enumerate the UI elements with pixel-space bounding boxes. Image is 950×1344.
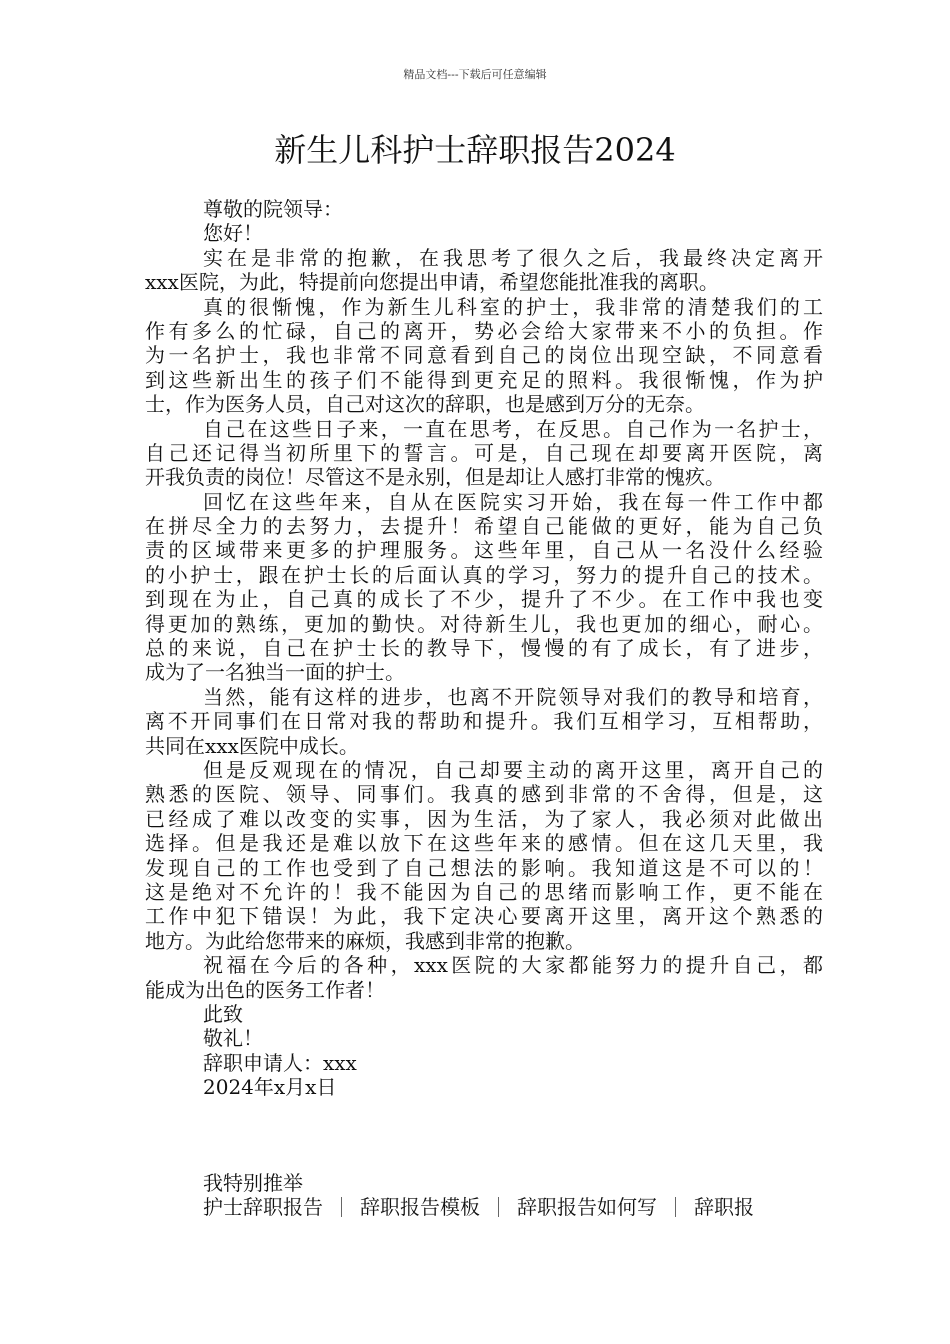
body-line: 但是反观现在的情况，自己却要主动的离开这里，离开自己的: [203, 757, 823, 782]
body-line: 责的区域带来更多的护理服务。这些年里，自己从一名没什么经验: [145, 538, 823, 563]
page-header: 精品文档---下载后可任意编辑: [403, 68, 547, 81]
body-line: 在拼尽全力的去努力，去提升！希望自己能做的更好，能为自己负: [145, 514, 823, 539]
recommend-title: 我特别推举: [203, 1171, 303, 1195]
body-line: 此致: [203, 1001, 243, 1026]
link-separator: [675, 1197, 676, 1217]
body-line: 共同在xxx医院中成长。: [145, 733, 359, 758]
body-line: 真的很惭愧，作为新生儿科室的护士，我非常的清楚我们的工: [203, 294, 823, 319]
body-line: 工作中犯下错误！为此，我下定决心要离开这里，离开这个熟悉的: [145, 904, 823, 929]
body-line: 总的来说，自己在护士长的教导下，慢慢的有了成长，有了进步，: [145, 636, 823, 661]
body-line: 实在是非常的抱歉，在我思考了很久之后，我最终决定离开: [203, 245, 823, 270]
body-line: 您好！: [203, 221, 263, 246]
body-line: 为一名护士，我也非常不同意看到自己的岗位出现空缺，不同意看: [145, 343, 823, 368]
body-line: 尊敬的院领导：: [203, 197, 343, 221]
body-line: 已经成了难以改变的实事，因为生活，为了家人，我必须对此做出: [145, 806, 823, 831]
body-line: 成为了一名独当一面的护士。: [145, 660, 405, 685]
recommend-link[interactable]: 辞职报告模板: [360, 1195, 480, 1219]
body-line: 地方。为此给您带来的麻烦，我感到非常的抱歉。: [145, 928, 585, 953]
link-separator: [341, 1197, 342, 1217]
body-line: 当然，能有这样的进步，也离不开院领导对我们的教导和培育，: [203, 684, 823, 709]
body-line: 自己在这些日子来，一直在思考，在反思。自己作为一名护士，: [203, 416, 823, 441]
recommend-link[interactable]: 辞职报: [694, 1195, 754, 1219]
body-line: 自己还记得当初所里下的誓言。可是，自己现在却要离开医院，离: [145, 440, 823, 465]
body-line: 的小护士，跟在护士长的后面认真的学习，努力的提升自己的技术。: [145, 562, 823, 587]
body-line: 2024年x月x日: [203, 1075, 337, 1100]
body-line: 回忆在这些年来，自从在医院实习开始，我在每一件工作中都: [203, 489, 823, 514]
body-line: 敬礼！: [203, 1026, 263, 1051]
body-line: 作有多么的忙碌，自己的离开，势必会给大家带来不小的负担。作: [145, 318, 823, 343]
recommend-links: [203, 1195, 813, 1219]
document-body: [145, 197, 823, 1099]
body-line: 到现在为止，自己真的成长了不少，提升了不少。在工作中我也变: [145, 587, 823, 612]
recommend-link[interactable]: 辞职报告如何写: [517, 1195, 657, 1219]
document-title: 新生儿科护士辞职报告2024: [274, 131, 676, 169]
body-line: 辞职申请人：xxx: [203, 1050, 357, 1075]
body-line: 祝福在今后的各种，xxx医院的大家都能努力的提升自己，都: [203, 953, 823, 978]
body-line: 这是绝对不允许的！我不能因为自己的思绪而影响工作，更不能在: [145, 879, 823, 904]
body-line: xxx医院，为此，特提前向您提出申请，希望您能批准我的离职。: [145, 270, 719, 295]
body-line: 开我负责的岗位！尽管这不是永别，但是却让人感打非常的愧疚。: [145, 465, 725, 490]
recommend-link[interactable]: 护士辞职报告: [203, 1195, 323, 1219]
body-line: 士，作为医务人员，自己对这次的辞职，也是感到万分的无奈。: [145, 392, 705, 417]
body-line: 离不开同事们在日常对我的帮助和提升。我们互相学习，互相帮助，: [145, 709, 823, 734]
body-line: 选择。但是我还是难以放下在这些年来的感情。但在这几天里，我: [145, 831, 823, 856]
body-line: 能成为出色的医务工作者！: [145, 977, 385, 1002]
body-lines: [145, 197, 823, 1099]
body-line: 熟悉的医院、领导、同事们。我真的感到非常的不舍得，但是，这: [145, 782, 823, 807]
body-line: 发现自己的工作也受到了自己想法的影响。我知道这是不可以的！: [145, 855, 823, 880]
body-line: 到这些新出生的孩子们不能得到更充足的照料。我很惭愧，作为护: [145, 367, 823, 392]
link-separator: [498, 1197, 499, 1217]
body-line: 得更加的熟练，更加的勤快。对待新生儿，我也更加的细心，耐心。: [145, 611, 823, 636]
